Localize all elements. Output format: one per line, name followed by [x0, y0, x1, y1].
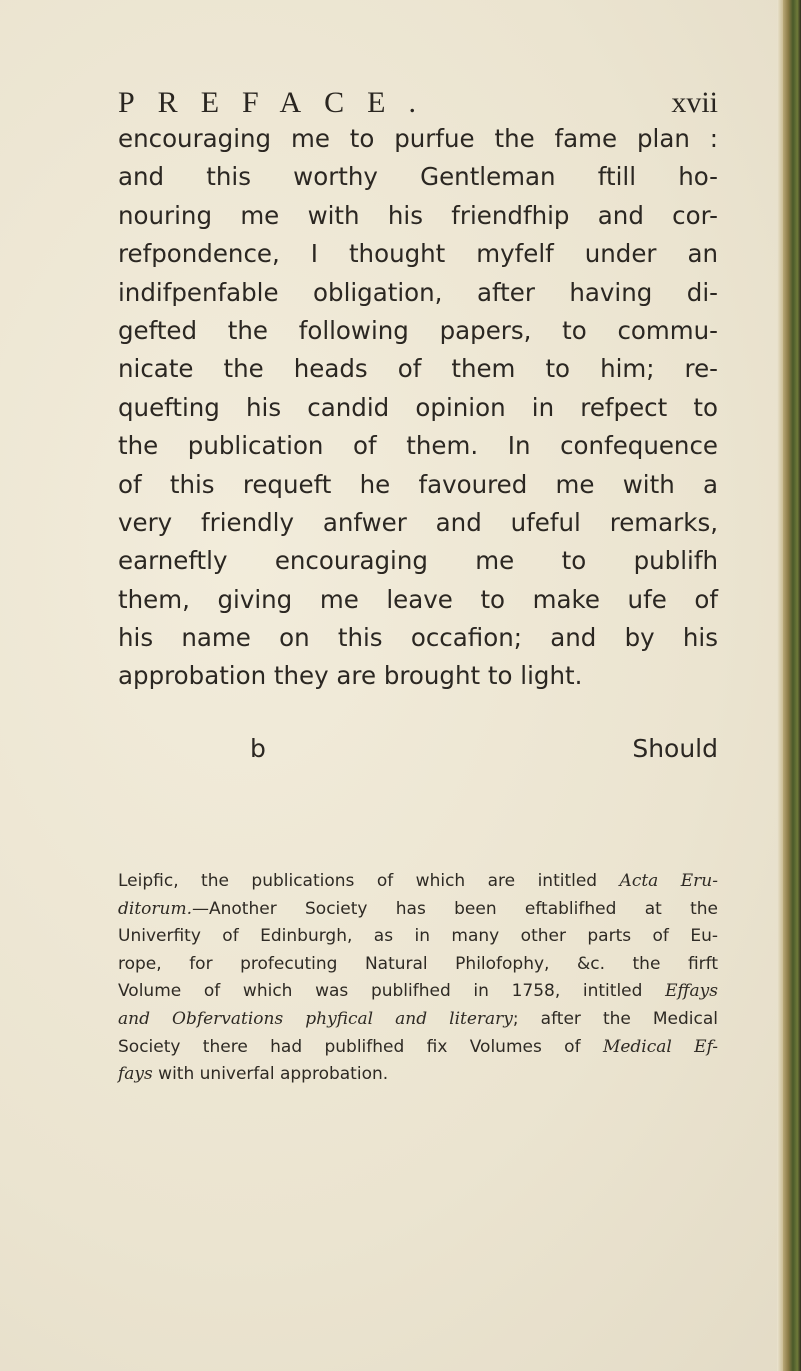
page-footer [118, 734, 718, 774]
text-line: encouraging me to purfue the fame plan : [118, 124, 718, 153]
footnote-line [118, 1006, 718, 1034]
footnote-line [118, 868, 718, 896]
text-line: them, giving me leave to make ufe of [118, 584, 718, 614]
footnote-italic-run: Acta Eru- [619, 871, 718, 891]
footnote-line [118, 1034, 718, 1062]
text-line: very friendly anfwer and ufeful remarks, [118, 507, 718, 537]
footnote-italic-run: fays [118, 1064, 153, 1085]
footnote-line [118, 896, 718, 924]
text-line: the publication of them. In confequence [118, 431, 718, 461]
text-line: refpondence, I thought myfelf under an [118, 239, 718, 269]
running-title: PREFACE. [118, 86, 439, 119]
text-line: and this worthy Gentleman ftill ho- [118, 162, 718, 192]
book-spine [783, 0, 801, 1371]
text-line: indifpenfable obligation, after having di- [118, 277, 718, 307]
text-line: quefting his candid opinion in refpect to [118, 392, 718, 422]
page-number: xvii [671, 86, 718, 119]
footnote [118, 868, 718, 1089]
text-line: earneftly encouraging me to publifh [118, 546, 718, 576]
text-line: approbation they are brought to light. [118, 661, 583, 691]
footnote-text-run: ; after the Medical [512, 1008, 719, 1029]
footnote-line [118, 978, 718, 1006]
footnote-line [118, 923, 718, 951]
text-line: nicate the heads of them to him; re- [118, 354, 718, 384]
signature-mark: b [250, 734, 266, 763]
footnote-text-run: Univerfity of Edinburgh, as in many other parts of Eu- [118, 926, 718, 947]
footnote-text-run: Volume of which was publifhed in 1758, intitled [118, 981, 666, 1002]
text-line: nouring me with his friendfhip and cor- [118, 200, 718, 230]
footnote-italic-run: Effays [665, 981, 718, 1002]
footnote-text-run: Society there had publifhed fix Volumes of [118, 1036, 603, 1057]
text-line: his name on this occafion; and by his [118, 623, 718, 653]
body-text [118, 120, 718, 696]
footnote-text-run: —Another Society has been eftablifhed at the [192, 898, 718, 919]
footnote-line [118, 951, 718, 979]
footnote-text-run: Leipfic, the publications of which are intitled [118, 871, 620, 891]
text-line: of this requeft he favoured me with a [118, 469, 718, 499]
footnote-text-run: with univerfal approbation. [152, 1064, 389, 1085]
text-line: gefted the following papers, to commu- [118, 315, 718, 345]
page-header [118, 86, 718, 122]
footnote-text-run: rope, for profecuting Natural Philofophy, &c. the firft [118, 953, 718, 974]
catchword: Should [632, 734, 718, 763]
footnote-italic-run: Medical Ef- [602, 1036, 719, 1057]
footnote-italic-run: and Obfervations phyfical and literary [118, 1008, 513, 1029]
footnote-line [118, 1061, 718, 1089]
footnote-italic-run: ditorum. [118, 898, 192, 919]
